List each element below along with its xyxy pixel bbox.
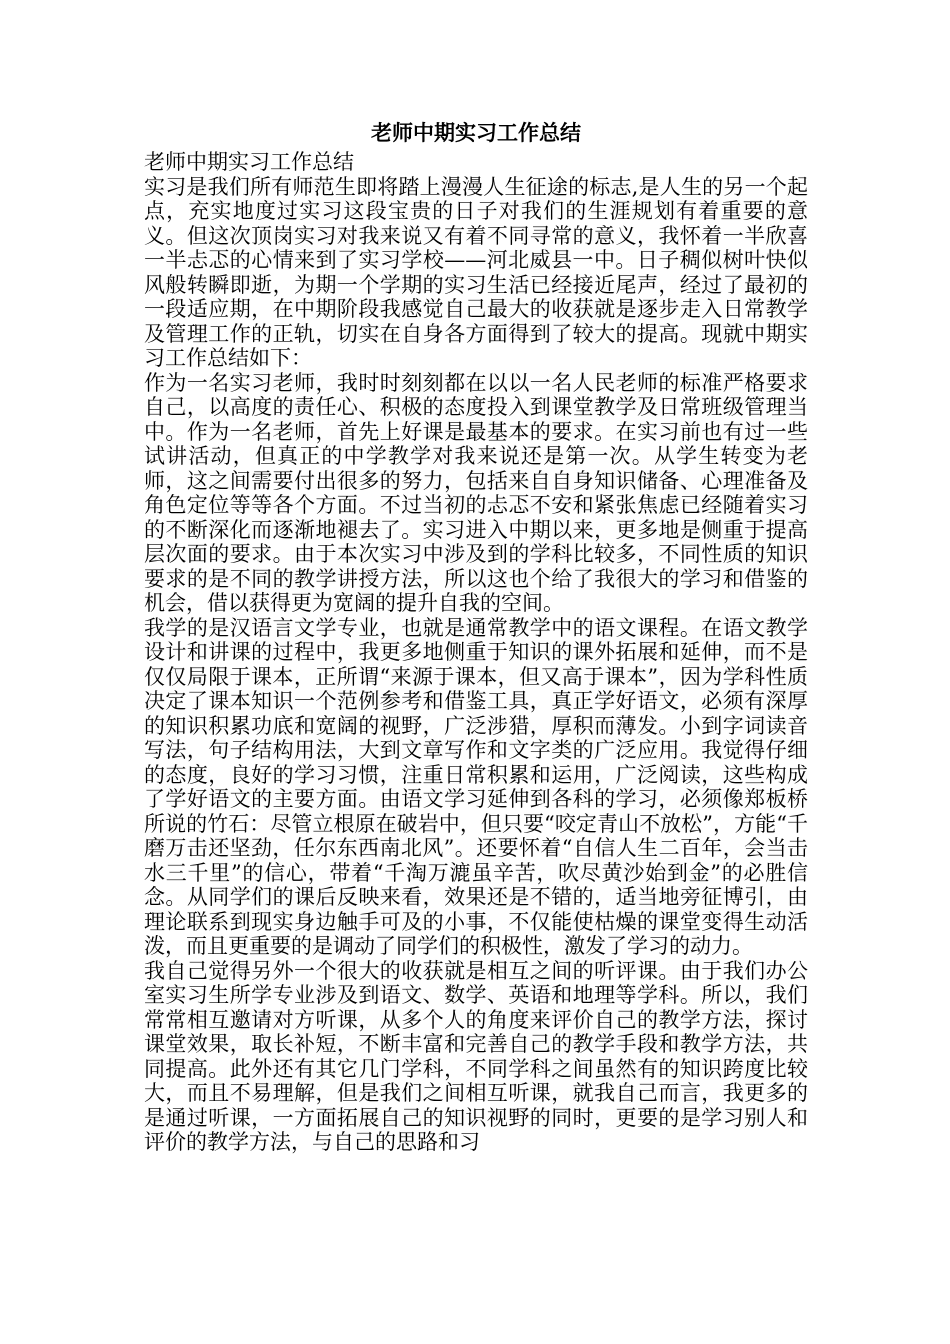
paragraph-1: 实习是我们所有师范生即将踏上漫漫人生征途的标志,是人生的另一个起点，充实地度过实习这段宝贵的日子对我们的生涯规划有着重要的意义。但这次顶岗实习对我来说又有着不同寻常的意义，我怀着一半欣喜一半忐忑的心情来到了实习学校——河北威县一中。日子稠似树叶快似风般转瞬即逝，为期一个学期的实习生活已经接近尾声，经过了最初的一段适应期，在中期阶段我感觉自己最大的收获就是逐步走入日常教学及管理工作的正轨，切实在自身各方面得到了较大的提高。现就中期实习工作总结如下： <box>144 174 808 370</box>
document-subtitle: 老师中期实习工作总结 <box>144 150 354 174</box>
document-title: 老师中期实习工作总结 <box>371 120 581 145</box>
paragraph-4: 我自己觉得另外一个很大的收获就是相互之间的听评课。由于我们办公室实习生所学专业涉及到语文、数学、英语和地理等学科。所以，我们常常相互邀请对方听课，从多个人的角度来评价自己的教学方法，探讨课堂效果，取长补短，不断丰富和完善自己的教学手段和教学方法，共同提高。此外还有其它几门学科，不同学科之间虽然有的知识跨度比较大，而且不易理解，但是我们之间相互听课，就我自己而言，我更多的是通过听课，一方面拓展自己的知识视野的同时，更要的是学习别人和评价的教学方法，与自己的思路和习 <box>144 958 808 1154</box>
document-page <box>144 118 808 1155</box>
paragraph-2: 作为一名实习老师，我时时刻刻都在以以一名人民老师的标准严格要求自己，以高度的责任心、积极的态度投入到课堂教学及日常班级管理当中。作为一名老师，首先上好课是最基本的要求。在实习前也有过一些试讲活动，但真正的中学教学对我来说还是第一次。从学生转变为老师，这之间需要付出很多的努力，包括来自自身知识储备、心理准备及角色定位等等各个方面。不过当初的忐忑不安和紧张焦虑已经随着实习的不断深化而逐渐地褪去了。实习进入中期以来，更多地是侧重于提高层次面的要求。由于本次实习中涉及到的学科比较多，不同性质的知识要求的是不同的教学讲授方法，所以这也个给了我很大的学习和借鉴的机会，借以获得更为宽阔的提升自我的空间。 <box>144 370 808 615</box>
paragraph-3: 我学的是汉语言文学专业，也就是通常教学中的语文课程。在语文教学设计和讲课的过程中，我更多地侧重于知识的课外拓展和延伸，而不是仅仅局限于课本，正所谓“来源于课本，但又高于课本”，因为学科性质决定了课本知识一个范例参考和借鉴工具，真正学好语文，必须有深厚的知识积累功底和宽阔的视野，广泛涉猎，厚积而薄发。小到字词读音写法，句子结构用法，大到文章写作和文字类的广泛应用。我觉得仔细的态度，良好的学习习惯，注重日常积累和运用，广泛阅读，这些构成了学好语文的主要方面。由语文学习延伸到各科的学习，必须像郑板桥所说的竹石：尽管立根原在破岩中，但只要“咬定青山不放松”，方能“千磨万击还坚劲，任尔东西南北风”。还要怀着“自信人生二百年，会当击水三千里”的信心，带着“千淘万漉虽辛苦，吹尽黄沙始到金”的必胜信念。从同学们的课后反映来看，效果还是不错的，适当地旁征博引，由理论联系到现实身边触手可及的小事，不仅能使枯燥的课堂变得生动活泼，而且更重要的是调动了同学们的积极性，激发了学习的动力。 <box>144 615 808 958</box>
document-body <box>144 150 808 1155</box>
